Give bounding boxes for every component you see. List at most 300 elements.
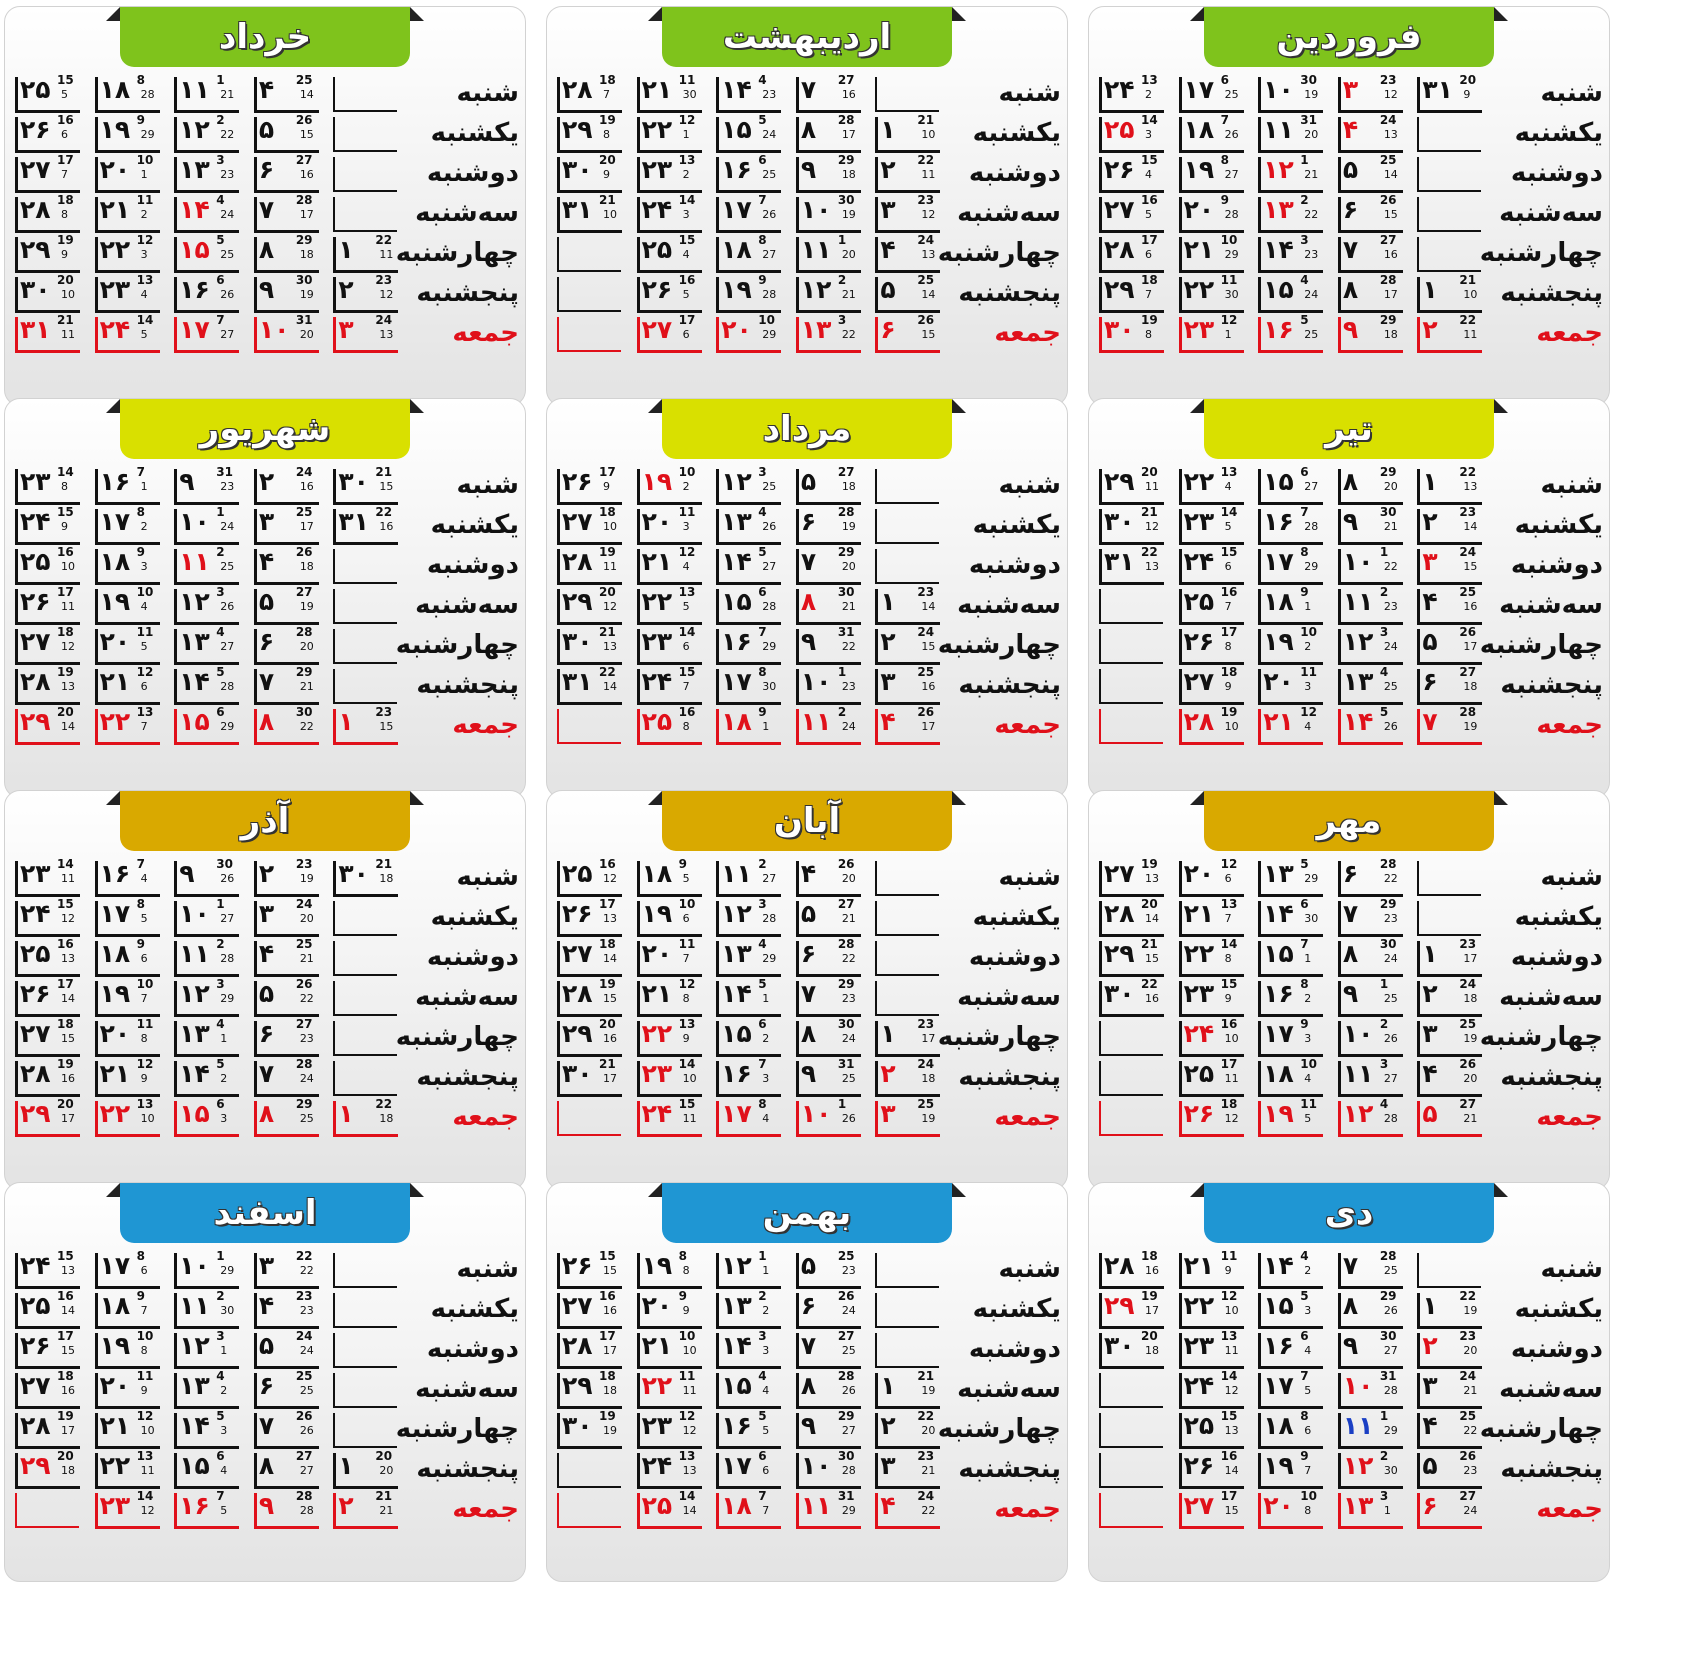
hijri-day-number: 24 xyxy=(1463,1504,1478,1517)
day-cell xyxy=(873,1489,953,1529)
gregorian-day-number: 31 xyxy=(837,1489,855,1503)
gregorian-day-number: 3 xyxy=(1379,1489,1389,1503)
hijri-day-number: 14 xyxy=(61,1304,76,1317)
gregorian-day-number: 21 xyxy=(1141,505,1158,519)
hijri-day-number: 13 xyxy=(379,328,394,341)
week-column xyxy=(1177,1249,1257,1529)
day-cell xyxy=(93,1489,173,1529)
weekday-label: یکشنبه xyxy=(972,118,1061,148)
gregorian-day-number: 8 xyxy=(1300,977,1309,991)
gregorian-day-number: 11 xyxy=(1220,273,1238,287)
day-cell xyxy=(13,73,93,113)
hijri-day-number: 8 xyxy=(682,1264,690,1277)
persian-day-number: ۱۷ xyxy=(1183,75,1215,104)
day-cell xyxy=(794,977,874,1017)
gregorian-day-number: 19 xyxy=(599,545,616,559)
persian-day-number: ۶ xyxy=(258,155,275,184)
hijri-day-number: 11 xyxy=(140,1464,155,1477)
hijri-day-number: 21 xyxy=(379,1504,394,1517)
hijri-day-number: 14 xyxy=(921,288,936,301)
persian-day-number: ۱۲ xyxy=(179,1331,210,1360)
weekday-label: چهارشنبه xyxy=(1479,1022,1603,1052)
day-cell xyxy=(1097,545,1177,585)
gregorian-day-number: 29 xyxy=(837,1409,855,1423)
gregorian-day-number: 9 xyxy=(678,857,687,871)
hijri-day-number: 26 xyxy=(1383,720,1398,733)
gregorian-day-number: 24 xyxy=(1459,545,1477,559)
day-frame xyxy=(333,117,397,152)
weekday-labels xyxy=(1479,857,1603,1137)
day-cell xyxy=(93,897,173,937)
persian-day-number: ۹ xyxy=(800,155,817,184)
persian-day-number: ۲۹ xyxy=(1104,467,1135,496)
day-frame xyxy=(557,1453,621,1488)
month-title: مهر xyxy=(1204,791,1494,851)
gregorian-day-number: 15 xyxy=(599,1249,616,1263)
gregorian-day-number: 23 xyxy=(375,273,393,287)
persian-day-number: ۱۰ xyxy=(800,667,832,696)
day-cell xyxy=(1097,897,1177,937)
day-cell xyxy=(1097,937,1177,977)
hijri-day-number: 4 xyxy=(1145,168,1153,181)
day-cell xyxy=(252,313,332,353)
persian-day-number: ۲۱ xyxy=(641,979,673,1008)
gregorian-day-number: 2 xyxy=(758,1289,767,1303)
gregorian-day-number: 7 xyxy=(216,313,225,327)
gregorian-day-number: 14 xyxy=(136,1489,154,1503)
day-frame xyxy=(875,1293,939,1328)
hijri-day-number: 15 xyxy=(603,1264,618,1277)
hijri-day-number: 19 xyxy=(921,1384,936,1397)
week-column xyxy=(252,73,332,353)
hijri-day-number: 15 xyxy=(603,992,618,1005)
gregorian-day-number: 6 xyxy=(1220,73,1229,87)
day-cell xyxy=(252,897,332,937)
gregorian-day-number: 9 xyxy=(136,113,145,127)
persian-day-number: ۲۷ xyxy=(20,1371,51,1400)
week-column xyxy=(1415,1249,1495,1529)
gregorian-day-number: 11 xyxy=(1300,665,1317,679)
day-cell xyxy=(555,193,635,233)
gregorian-day-number: 9 xyxy=(678,1289,687,1303)
gregorian-day-number: 6 xyxy=(216,705,225,719)
hijri-day-number: 17 xyxy=(1383,288,1398,301)
gregorian-day-number: 4 xyxy=(216,1017,225,1031)
day-cell xyxy=(1336,313,1416,353)
gregorian-day-number: 16 xyxy=(57,937,74,951)
day-cell xyxy=(93,1289,173,1329)
persian-day-number: ۱۳ xyxy=(721,939,752,968)
gregorian-day-number: 12 xyxy=(136,1409,154,1423)
hijri-day-number: 17 xyxy=(603,1344,618,1357)
persian-day-number: ۱۲ xyxy=(179,979,210,1008)
gregorian-day-number: 24 xyxy=(1379,113,1397,127)
persian-day-number: ۷ xyxy=(800,547,817,576)
day-cell xyxy=(172,73,252,113)
gregorian-day-number: 14 xyxy=(57,857,74,871)
persian-day-number: ۷ xyxy=(1342,1251,1359,1280)
week-column xyxy=(13,857,93,1137)
gregorian-day-number: 4 xyxy=(1300,1249,1309,1263)
week-column xyxy=(635,857,715,1137)
weekday-labels xyxy=(395,73,519,353)
day-cell xyxy=(1256,857,1336,897)
weekday-label: شنبه xyxy=(998,470,1061,500)
persian-day-number: ۲۹ xyxy=(20,1451,51,1480)
day-cell xyxy=(252,937,332,977)
persian-day-number: ۳۰ xyxy=(338,467,369,496)
day-frame xyxy=(333,589,397,624)
week-column xyxy=(555,857,635,1137)
persian-day-number: ۱۵ xyxy=(1263,275,1294,304)
day-frame xyxy=(875,981,939,1016)
persian-day-number: ۸ xyxy=(1342,1291,1359,1320)
gregorian-day-number: 26 xyxy=(1379,193,1397,207)
persian-day-number: ۲۴ xyxy=(641,195,673,224)
hijri-day-number: 23 xyxy=(762,88,777,101)
persian-day-number: ۱۳ xyxy=(721,1291,752,1320)
day-frame xyxy=(333,629,397,664)
weekday-label: چهارشنبه xyxy=(937,1414,1061,1444)
gregorian-day-number: 29 xyxy=(295,1097,313,1111)
persian-day-number: ۱۹ xyxy=(721,275,752,304)
day-cell xyxy=(252,153,332,193)
gregorian-day-number: 7 xyxy=(136,465,145,479)
persian-day-number: ۱۵ xyxy=(179,707,210,736)
persian-day-number: ۱۰ xyxy=(1342,1371,1374,1400)
hijri-day-number: 7 xyxy=(1145,288,1153,301)
week-column xyxy=(93,857,173,1137)
gregorian-day-number: 15 xyxy=(678,1097,696,1111)
gregorian-day-number: 11 xyxy=(1300,1097,1317,1111)
persian-day-number: ۳ xyxy=(258,1251,275,1280)
gregorian-day-number: 21 xyxy=(599,193,616,207)
month-title: خرداد xyxy=(120,7,410,67)
day-cell xyxy=(1415,1289,1495,1329)
day-cell xyxy=(172,1409,252,1449)
hijri-day-number: 17 xyxy=(603,1072,618,1085)
hijri-day-number: 25 xyxy=(1304,328,1319,341)
gregorian-day-number: 20 xyxy=(57,1097,74,1111)
weekday-label: سه‌شنبه xyxy=(1499,1374,1603,1404)
gregorian-day-number: 27 xyxy=(1459,1097,1477,1111)
day-cell xyxy=(794,857,874,897)
hijri-day-number: 7 xyxy=(1224,912,1232,925)
day-cell xyxy=(172,585,252,625)
hijri-day-number: 13 xyxy=(921,248,936,261)
day-cell xyxy=(252,505,332,545)
month-card-azar xyxy=(4,790,526,1190)
gregorian-day-number: 12 xyxy=(1220,857,1238,871)
persian-day-number: ۲۶ xyxy=(562,899,593,928)
persian-day-number: ۱۳ xyxy=(179,155,210,184)
gregorian-day-number: 19 xyxy=(57,665,74,679)
weekday-label: چهارشنبه xyxy=(1479,238,1603,268)
empty-day-cell xyxy=(873,465,953,505)
persian-day-number: ۲ xyxy=(880,155,896,184)
hijri-day-number: 14 xyxy=(1224,1464,1239,1477)
gregorian-day-number: 16 xyxy=(57,545,74,559)
day-cell xyxy=(93,73,173,113)
empty-day-cell xyxy=(873,505,953,545)
persian-day-number: ۹ xyxy=(179,859,195,888)
hijri-day-number: 6 xyxy=(682,912,690,925)
gregorian-day-number: 5 xyxy=(216,1057,225,1071)
gregorian-day-number: 12 xyxy=(136,233,154,247)
persian-day-number: ۱۹ xyxy=(99,1331,131,1360)
day-cell xyxy=(331,313,411,353)
persian-day-number: ۵ xyxy=(800,899,817,928)
hijri-day-number: 14 xyxy=(1463,520,1478,533)
day-cell xyxy=(1097,857,1177,897)
persian-day-number: ۱۵ xyxy=(179,1099,210,1128)
empty-day-cell xyxy=(331,1017,411,1057)
day-frame xyxy=(1099,1061,1163,1096)
persian-day-number: ۴ xyxy=(1342,115,1359,144)
day-cell xyxy=(1097,505,1177,545)
gregorian-day-number: 3 xyxy=(216,1329,225,1343)
hijri-day-number: 20 xyxy=(1304,128,1319,141)
gregorian-day-number: 26 xyxy=(917,705,935,719)
day-cell xyxy=(635,897,715,937)
hijri-day-number: 3 xyxy=(140,560,148,573)
hijri-day-number: 16 xyxy=(921,680,936,693)
empty-day-cell xyxy=(873,857,953,897)
persian-day-number: ۱۶ xyxy=(1263,1331,1294,1360)
persian-day-number: ۷ xyxy=(258,1411,275,1440)
day-frame xyxy=(333,1021,397,1056)
persian-day-number: ۴ xyxy=(1422,587,1438,616)
week-column xyxy=(1256,73,1336,353)
gregorian-day-number: 22 xyxy=(375,1097,393,1111)
day-cell xyxy=(13,705,93,745)
persian-day-number: ۲۶ xyxy=(1183,1099,1215,1128)
gregorian-day-number: 18 xyxy=(57,625,74,639)
gregorian-day-number: 24 xyxy=(295,465,313,479)
persian-day-number: ۱ xyxy=(338,1099,354,1128)
hijri-day-number: 2 xyxy=(1304,1264,1312,1277)
hijri-day-number: 5 xyxy=(1304,1112,1312,1125)
gregorian-day-number: 23 xyxy=(295,857,313,871)
hijri-day-number: 1 xyxy=(762,992,770,1005)
day-frame xyxy=(333,549,397,584)
day-cell xyxy=(172,1097,252,1137)
persian-day-number: ۱ xyxy=(880,115,896,144)
gregorian-day-number: 13 xyxy=(1220,897,1238,911)
week-column xyxy=(873,465,953,745)
gregorian-day-number: 30 xyxy=(1379,937,1397,951)
persian-day-number: ۳۱ xyxy=(1422,75,1453,104)
persian-day-number: ۲ xyxy=(258,467,275,496)
gregorian-day-number: 22 xyxy=(1141,545,1158,559)
day-cell xyxy=(1256,1449,1336,1489)
hijri-day-number: 26 xyxy=(841,1384,856,1397)
day-cell xyxy=(13,505,93,545)
day-cell xyxy=(1097,977,1177,1017)
day-cell xyxy=(794,1017,874,1057)
day-cell xyxy=(714,73,794,113)
gregorian-day-number: 9 xyxy=(136,937,145,951)
day-cell xyxy=(1415,465,1495,505)
day-cell xyxy=(555,977,635,1017)
gregorian-day-number: 18 xyxy=(599,505,616,519)
day-cell xyxy=(794,505,874,545)
weekday-label: چهارشنبه xyxy=(1479,1414,1603,1444)
gregorian-day-number: 9 xyxy=(758,273,767,287)
persian-day-number: ۱ xyxy=(1422,1291,1438,1320)
day-cell xyxy=(252,1369,332,1409)
hijri-day-number: 9 xyxy=(61,520,69,533)
weekday-labels xyxy=(937,73,1061,353)
week-column xyxy=(714,465,794,745)
hijri-day-number: 24 xyxy=(841,1032,856,1045)
persian-day-number: ۱۱ xyxy=(721,859,752,888)
day-frame xyxy=(557,1101,621,1136)
persian-day-number: ۱۰ xyxy=(179,899,210,928)
persian-day-number: ۱۲ xyxy=(1342,627,1374,656)
day-cell xyxy=(172,1017,252,1057)
persian-day-number: ۵ xyxy=(1342,155,1359,184)
persian-day-number: ۱۸ xyxy=(99,1291,131,1320)
week-column xyxy=(1336,465,1416,745)
day-cell xyxy=(252,705,332,745)
weekday-label: جمعه xyxy=(1536,1102,1603,1132)
month-card-ordibehesht xyxy=(546,6,1068,406)
persian-day-number: ۱۹ xyxy=(641,1251,673,1280)
gregorian-day-number: 13 xyxy=(678,1017,696,1031)
day-frame xyxy=(557,277,621,312)
day-cell xyxy=(635,977,715,1017)
day-cell xyxy=(172,1249,252,1289)
persian-day-number: ۲۷ xyxy=(641,315,673,344)
month-card-farvardin xyxy=(1088,6,1610,406)
day-cell xyxy=(1177,505,1257,545)
day-cell xyxy=(1097,193,1177,233)
day-cell xyxy=(93,465,173,505)
hijri-day-number: 18 xyxy=(841,480,856,493)
persian-day-number: ۱۴ xyxy=(1342,707,1374,736)
hijri-day-number: 19 xyxy=(841,520,856,533)
day-cell xyxy=(1336,1017,1416,1057)
persian-day-number: ۹ xyxy=(1342,1331,1359,1360)
day-cell xyxy=(13,897,93,937)
persian-day-number: ۱۵ xyxy=(721,1019,752,1048)
persian-day-number: ۱ xyxy=(1422,467,1438,496)
day-frame xyxy=(875,861,939,896)
persian-day-number: ۱۵ xyxy=(179,1451,210,1480)
day-cell xyxy=(714,1449,794,1489)
hijri-day-number: 11 xyxy=(603,560,618,573)
hijri-day-number: 11 xyxy=(379,248,394,261)
day-cell xyxy=(1336,1097,1416,1137)
persian-day-number: ۱۹ xyxy=(1263,1451,1294,1480)
persian-day-number: ۱۴ xyxy=(721,547,752,576)
gregorian-day-number: 7 xyxy=(758,625,767,639)
gregorian-day-number: 5 xyxy=(1300,1289,1309,1303)
persian-day-number: ۱۶ xyxy=(179,1491,210,1520)
day-cell xyxy=(252,857,332,897)
persian-day-number: ۲۱ xyxy=(99,1059,131,1088)
week-column xyxy=(794,1249,874,1529)
persian-day-number: ۲۹ xyxy=(20,1099,51,1128)
persian-day-number: ۶ xyxy=(800,1291,817,1320)
day-frame xyxy=(333,1293,397,1328)
day-frame xyxy=(875,77,939,112)
week-column xyxy=(555,1249,635,1529)
persian-day-number: ۴ xyxy=(800,859,817,888)
day-cell xyxy=(555,153,635,193)
hijri-day-number: 29 xyxy=(762,328,777,341)
persian-day-number: ۱۶ xyxy=(1263,315,1294,344)
day-cell xyxy=(1177,73,1257,113)
day-cell xyxy=(172,193,252,233)
gregorian-day-number: 2 xyxy=(837,273,847,287)
persian-day-number: ۱۸ xyxy=(1263,587,1294,616)
weekday-label: یکشنبه xyxy=(430,118,519,148)
gregorian-day-number: 20 xyxy=(599,1017,616,1031)
day-cell xyxy=(1256,73,1336,113)
persian-day-number: ۲۵ xyxy=(20,1291,51,1320)
persian-day-number: ۱ xyxy=(880,1371,896,1400)
weekday-label: یکشنبه xyxy=(972,902,1061,932)
hijri-day-number: 23 xyxy=(220,480,235,493)
month-card-esfand xyxy=(4,1182,526,1582)
day-cell xyxy=(794,1409,874,1449)
day-cell xyxy=(172,705,252,745)
gregorian-day-number: 18 xyxy=(1141,273,1158,287)
hijri-day-number: 21 xyxy=(841,288,856,301)
day-cell xyxy=(13,465,93,505)
day-frame xyxy=(875,941,939,976)
persian-day-number: ۲۶ xyxy=(20,587,51,616)
gregorian-day-number: 30 xyxy=(837,585,855,599)
hijri-day-number: 6 xyxy=(140,1264,148,1277)
hijri-day-number: 6 xyxy=(1224,872,1232,885)
day-cell xyxy=(714,1057,794,1097)
day-cell xyxy=(1256,705,1336,745)
hijri-day-number: 3 xyxy=(762,1072,770,1085)
gregorian-day-number: 7 xyxy=(758,1489,767,1503)
gregorian-day-number: 11 xyxy=(678,937,696,951)
gregorian-day-number: 9 xyxy=(1300,585,1309,599)
hijri-day-number: 17 xyxy=(61,1112,76,1125)
persian-day-number: ۲۰ xyxy=(99,1019,131,1048)
day-cell xyxy=(252,1017,332,1057)
persian-day-number: ۱۶ xyxy=(721,1411,752,1440)
day-cell xyxy=(714,625,794,665)
hijri-day-number: 28 xyxy=(762,600,777,613)
persian-day-number: ۳ xyxy=(1422,1371,1438,1400)
day-frame xyxy=(1099,589,1163,624)
hijri-day-number: 6 xyxy=(140,680,148,693)
hijri-day-number: 16 xyxy=(603,1032,618,1045)
weekday-label: جمعه xyxy=(994,710,1061,740)
day-frame xyxy=(1417,237,1481,272)
persian-day-number: ۹ xyxy=(258,275,275,304)
week-column xyxy=(1415,465,1495,745)
persian-day-number: ۱۰ xyxy=(179,1251,210,1280)
day-cell xyxy=(1415,505,1495,545)
gregorian-day-number: 27 xyxy=(837,73,855,87)
gregorian-day-number: 5 xyxy=(758,977,767,991)
gregorian-day-number: 18 xyxy=(1220,1097,1238,1111)
day-cell xyxy=(13,1409,93,1449)
persian-day-number: ۲۷ xyxy=(562,939,593,968)
gregorian-day-number: 9 xyxy=(1300,1017,1309,1031)
gregorian-day-number: 11 xyxy=(678,73,696,87)
hijri-day-number: 16 xyxy=(1145,1264,1160,1277)
hijri-day-number: 9 xyxy=(603,480,611,493)
